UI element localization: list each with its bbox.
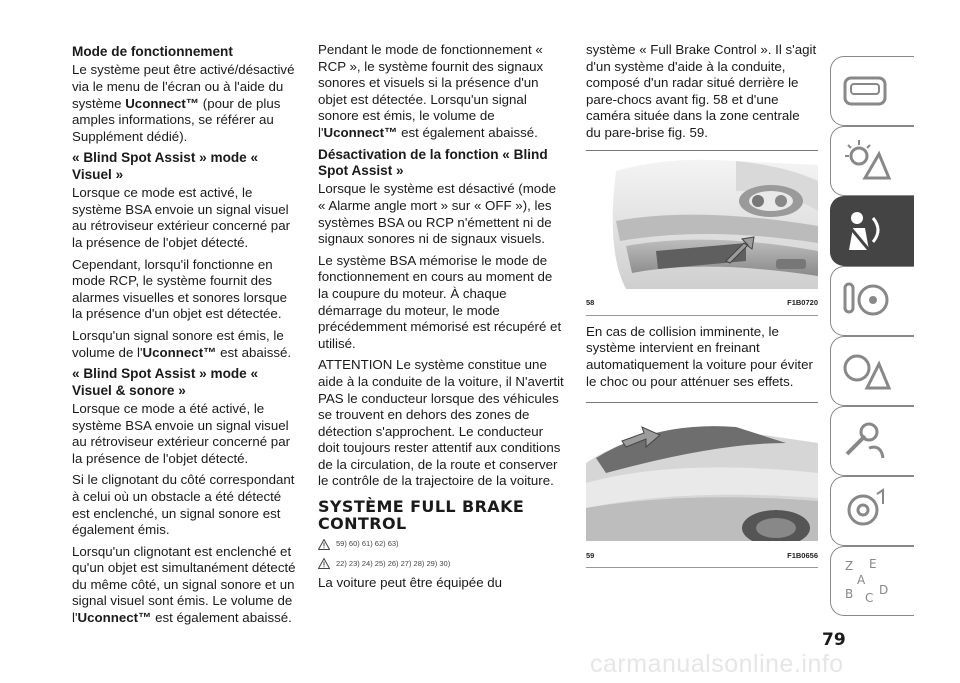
tab-emergency[interactable] (830, 336, 914, 406)
paragraph: Cependant, lorsqu'il fonctionne en mode RCP, le système fournit des alarmes visuelles et sonores lorsque la présence d'un objet est détectée. (72, 256, 288, 322)
paragraph (72, 544, 300, 627)
paragraph: Lorsque ce mode a été activé, le système BSA envoie un signal visuel au rétroviseur extérieur concerné par la présence de l'objet détecté. (72, 400, 291, 466)
text: est abaissé. (216, 344, 292, 360)
emergency-icon (839, 344, 891, 398)
figure-code: F1B0656 (787, 550, 818, 560)
text-column-2 (318, 42, 566, 597)
tab-warning-lights[interactable] (830, 126, 914, 196)
tab-car-dashboard[interactable] (830, 56, 914, 126)
brand-name: Uconnect™ (77, 610, 152, 626)
figure-58 (586, 151, 818, 316)
technical-data-icon (839, 484, 891, 538)
safety-seatbelt-airbag-icon (839, 204, 891, 258)
paragraph: Lorsque ce mode est activé, le système BSA envoie un signal visuel au rétroviseur extérieur concerné par la présence de l'objet détecté. (72, 185, 291, 250)
paragraph: Le système BSA mémorise le mode de fonctionnement en cours au moment de la coupure du moteur. À chaque démarrage du moteur, le mode précédemment mémorisé est récupéré et utilisé. (318, 252, 562, 351)
paragraph: Lorsque le système est désactivé (mode « Alarme angle mort » sur « OFF »), les systèmes BSA ou RCP n'émettent ni de signaux sonores ni de signaux visuels. (318, 181, 556, 247)
front-bumper-radar-image (586, 151, 818, 289)
paragraph (72, 328, 300, 361)
heading-visual-mode: « Blind Spot Assist » mode « Visuel » (72, 150, 259, 182)
page-number: 79 (822, 630, 846, 650)
tab-index[interactable] (830, 546, 914, 616)
warning-refs-text: 22) 23) 24) 25) 26) 27) 28) 29) 30) (336, 558, 451, 568)
tab-maintenance[interactable] (830, 406, 914, 476)
paragraph: En cas de collision imminente, le système intervient en freinant automatiquement la voiture pour éviter le choc ou pour atténuer ses effets. (586, 323, 813, 389)
car-dashboard-icon (839, 64, 891, 118)
brand-name: Uconnect™ (323, 124, 398, 140)
svg-text:A: A (857, 573, 866, 587)
figure-caption (586, 293, 818, 315)
tab-safety[interactable] (830, 196, 914, 266)
text-column-3 (586, 42, 818, 568)
index-icon (839, 554, 891, 608)
text: (pour de plus amples informations, se référer au Supplément dédié). (72, 95, 281, 144)
svg-text:D: D (879, 583, 889, 597)
paragraph: système « Full Brake Control ». Il s'agit d'un système d'aide à la conduite, composé d'un radar situé derrière le pare-chocs avant fig. 58 et d'une caméra située dans la zone centrale du pare-brise fig. 59. (586, 42, 817, 140)
warning-references-1 (318, 536, 566, 553)
text: est également abaissé. (397, 124, 538, 140)
figure-number: 58 (586, 298, 595, 308)
paragraph: ATTENTION Le système constitue une aide à la conduite de la voiture, il N'avertit PAS le conducteur lorsque des véhicules se trouvent en dehors des zones de détection s'approchent. Le conducteur doit toujours rester attentif aux conditions de la circulation, de la route et conserver le contrôle de la trajectoire de la voiture. (318, 357, 564, 489)
figure-code: F1B0720 (787, 298, 818, 308)
windscreen-camera-image (586, 403, 818, 541)
maintenance-icon (839, 414, 891, 468)
text: Lorsqu'un signal sonore est émis, le volume de l' (72, 327, 284, 360)
figure-59 (586, 403, 818, 568)
heading-deactivation: Désactivation de la fonction « Blind Spot Assist » (318, 146, 548, 178)
heading-mode: Mode de fonctionnement (72, 44, 233, 59)
text: Lorsqu'un clignotant est enclenché et qu'un objet est simultanément détecté du même côté, un signal sonore et un signal visuel sont émis. Le volume de l' (72, 543, 296, 626)
figure-caption (586, 546, 818, 568)
warning-refs-text: 59) 60) 61) 62) 63) (336, 539, 399, 549)
figure-number: 59 (586, 550, 595, 560)
caution-triangle-icon (318, 558, 330, 569)
svg-text:E: E (869, 557, 877, 571)
text: Le système peut être activé/désactivé via le menu de l'écran ou à l'aide du système (72, 62, 295, 111)
text: Pendant le mode de fonctionnement « RCP », le système fournit des signaux sonores et visuels si la présence d'un objet est détectée. Lorsqu'un signal sonore est émis, le volume de l' (318, 42, 544, 140)
brand-name: Uconnect™ (142, 344, 217, 360)
paragraph (72, 62, 300, 145)
watermark: carmanualsonline.info (590, 650, 844, 678)
tab-technical-data[interactable] (830, 476, 914, 546)
tab-starting-driving[interactable] (830, 266, 914, 336)
warning-triangle-icon (318, 539, 330, 550)
paragraph: La voiture peut être équipée du (318, 575, 503, 591)
warning-lights-icon (839, 134, 891, 188)
heading-visual-sound-mode: « Blind Spot Assist » mode « Visuel & sonore » (72, 366, 259, 398)
starting-driving-icon (839, 274, 891, 328)
svg-text:C: C (865, 591, 874, 605)
text: est également abaissé. (151, 610, 292, 626)
paragraph: Si le clignotant du côté correspondant à celui où un obstacle a été détecté est enclenché, un signal sonore est également émis. (72, 472, 295, 538)
paragraph (318, 42, 566, 142)
text-column-1 (72, 42, 300, 632)
brand-name: Uconnect™ (125, 95, 200, 111)
section-title-full-brake-control: SYSTÈME FULL BRAKE CONTROL (318, 497, 525, 534)
warning-references-2 (318, 556, 566, 573)
svg-text:B: B (845, 587, 854, 601)
svg-text:Z: Z (845, 559, 854, 573)
